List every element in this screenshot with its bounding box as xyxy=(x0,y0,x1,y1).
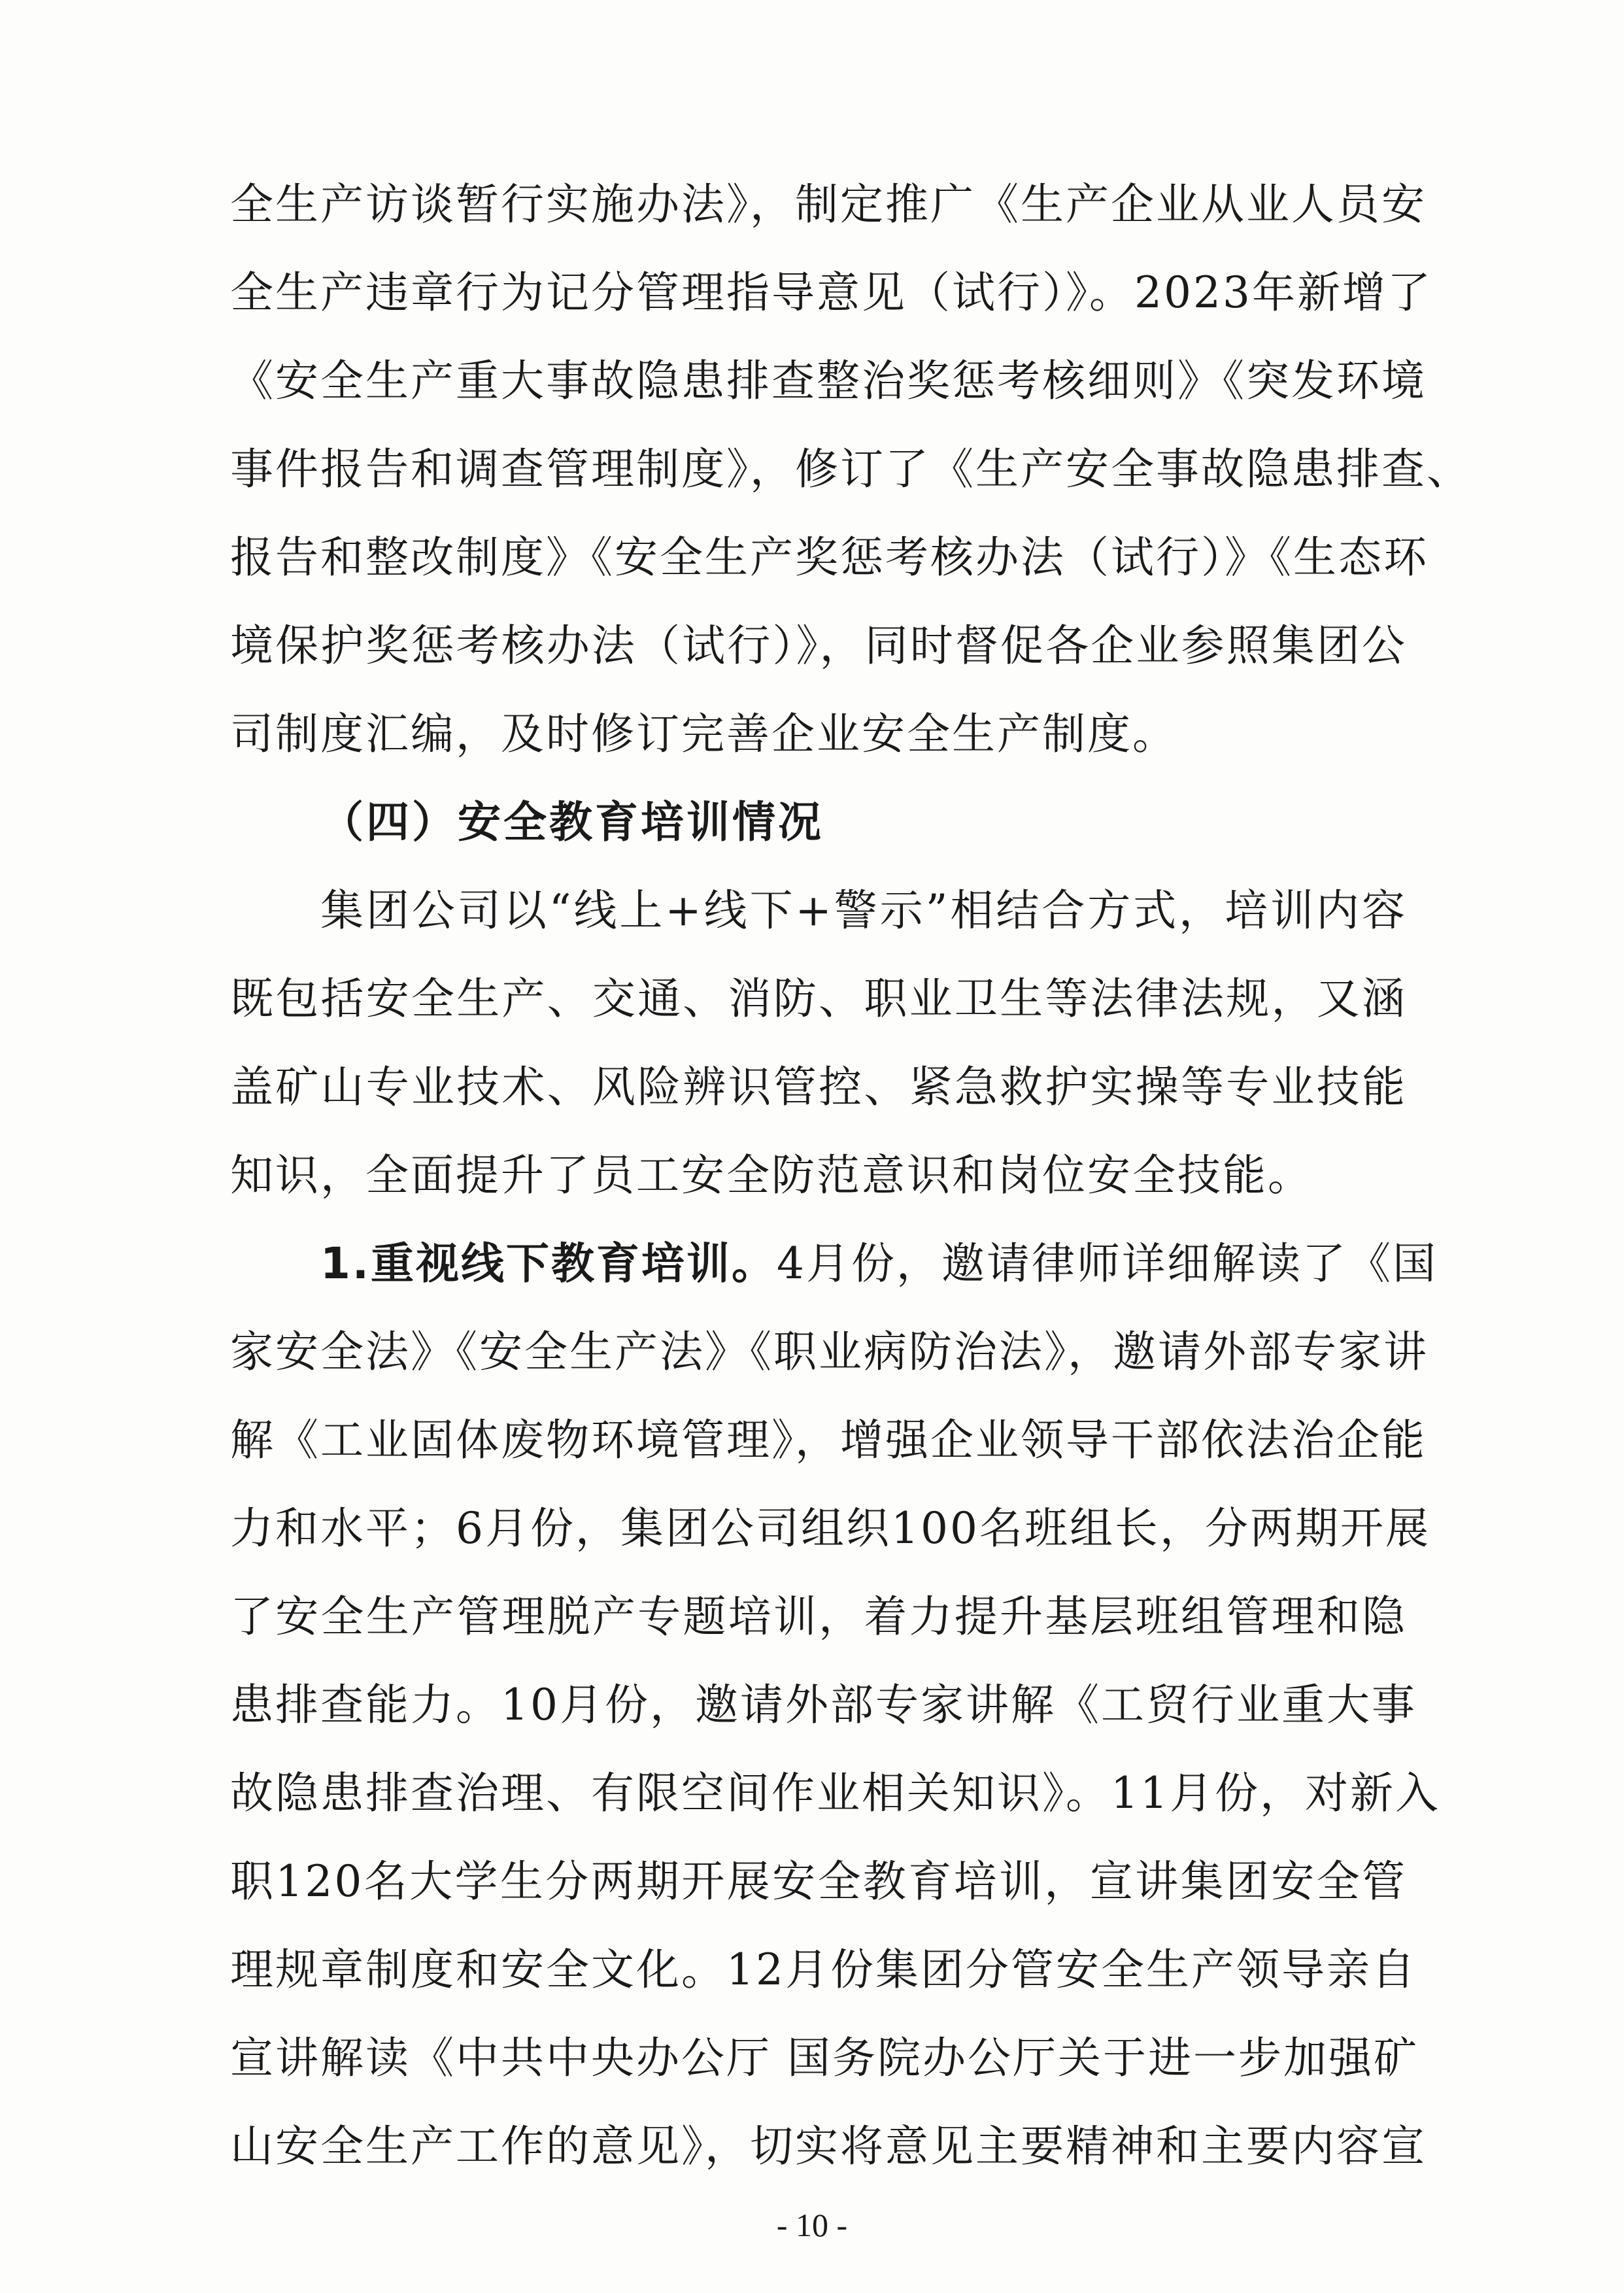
paragraph-line: 患排查能力。10月份，邀请外部专家讲解《工贸行业重大事 xyxy=(230,1680,1417,1730)
paragraph-line: 故隐患排查治理、有限空间作业相关知识》。11月份，对新入 xyxy=(230,1768,1440,1818)
page-number: - 10 - xyxy=(776,2207,848,2243)
paragraph-line: 家安全法》《安全生产法》《职业病防治法》，邀请外部专家讲 xyxy=(230,1327,1429,1377)
paragraph-line: 山安全生产工作的意见》，切实将意见主要精神和主要内容宣 xyxy=(230,2121,1427,2171)
paragraph-line: 力和水平；6月份，集团公司组织100名班组长，分两期开展 xyxy=(230,1503,1430,1554)
paragraph-line: 全生产违章行为记分管理指导意见（试行）》。2023年新增了 xyxy=(230,267,1432,318)
item-first-line-text: 4月份，邀请律师详细解读了《国 xyxy=(777,1238,1438,1289)
section-heading: （四）安全教育培训情况 xyxy=(320,797,824,847)
paragraph-line: 既包括安全生产、交通、消防、职业卫生等法律法规，又涵 xyxy=(230,974,1407,1024)
paragraph-line: 报告和整改制度》《安全生产奖惩考核办法（试行）》《生态环 xyxy=(230,532,1429,583)
paragraph-line: 事件报告和调查管理制度》，修订了《生产安全事故隐患排查、 xyxy=(230,444,1472,494)
paragraph-line: 职120名大学生分两期开展安全教育培训，宣讲集团安全管 xyxy=(230,1856,1407,1907)
paragraph-line: 境保护奖惩考核办法（试行）》，同时督促各企业参照集团公 xyxy=(230,620,1407,671)
paragraph-line: 了安全生产管理脱产专题培训，着力提升基层班组管理和隐 xyxy=(230,1591,1407,1642)
paragraph-line: 《安全生产重大事故隐患排查整治奖惩考核细则》《突发环境 xyxy=(230,356,1427,406)
paragraph-line: 集团公司以“线上+线下+警示”相结合方式，培训内容 xyxy=(320,885,1407,936)
paragraph-line: 知识，全面提升了员工安全防范意识和岗位安全技能。 xyxy=(230,1150,1313,1200)
item-first-line xyxy=(320,1228,1438,1300)
item-title: 1.重视线下教育培训。 xyxy=(320,1238,777,1289)
paragraph-line: 理规章制度和安全文化。12月份集团分管安全生产领导亲自 xyxy=(230,1945,1417,1995)
paragraph-line: 盖矿山专业技术、风险辨识管控、紧急救护实操等专业技能 xyxy=(230,1062,1407,1112)
paragraph-line: 全生产访谈暂行实施办法》，制定推广《生产企业从业人员安 xyxy=(230,179,1427,229)
paragraph-line: 司制度汇编，及时修订完善企业安全生产制度。 xyxy=(230,709,1177,759)
paragraph-line: 解《工业固体废物环境管理》，增强企业领导干部依法治企能 xyxy=(230,1415,1427,1465)
paragraph-line: 宣讲解读《中共中央办公厅 国务院办公厅关于进一步加强矿 xyxy=(230,2033,1419,2083)
